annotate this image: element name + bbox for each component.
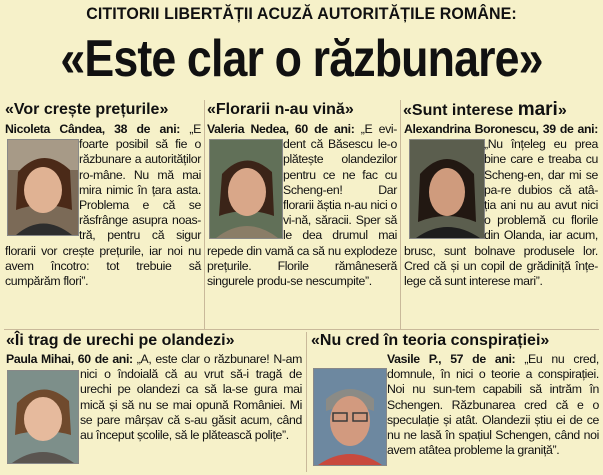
- quote-body: „Nu înțeleg eu prea bine care e treaba cu Scheng-en, dar mi se pa-re dubios că atâ-ția ani nu au avut nici o problemă cu florile din Olanda, iar acum, brusc, sunt bolnave produsele lor. Cred că și un copil de grădiniță înțe-lege că sunt interese mari”.: [404, 137, 598, 289]
- column-divider-3: [306, 332, 307, 472]
- quote-body: „E evi-dent că Băsescu le-o plătește olandezilor pentru ce ne fac cu Scheng-en! Dar florarii ăștia n-au nici o vi-nă, săracii. Sper să le dea drumul mai repede din vamă ca să nu explodeze prețurile. Florile rămâneseră singurele produ-se nescumpite”.: [207, 122, 398, 289]
- quote-byline: Alexandrina Boronescu, 39 de ani:: [404, 122, 598, 136]
- quote-topic: «Vor crește prețurile»: [5, 101, 169, 118]
- quote-topic: «Nu cred în teoria conspirației»: [311, 332, 550, 349]
- quote-topic: «Florarii n-au vină»: [207, 101, 354, 118]
- wrap-spacer: [404, 138, 484, 240]
- quote-text: [6, 352, 302, 464]
- row-divider: [4, 329, 599, 330]
- column-divider-2: [400, 100, 401, 330]
- kicker: CITITORII LIBERTĂȚII ACUZĂ AUTORITĂȚILE ROMÂNE:: [86, 4, 517, 23]
- quote-topic-main: «Sunt interese: [403, 102, 518, 119]
- quote-byline: Valeria Nedea, 60 de ani:: [207, 122, 355, 136]
- quote-byline: Paula Mihai, 60 de ani:: [6, 352, 133, 366]
- wrap-spacer: [6, 368, 80, 464]
- quote-topic: «Îi trag de urechi pe olandezi»: [6, 332, 235, 349]
- quote-topic-emphasis: mari: [517, 99, 558, 120]
- quote-body: „Eu nu cred, domnule, în nici o teorie a conspirației. Noi nu sun-tem capabili să intrăm în Schengen. Răzbunarea cred că e o speculație și atât. Olandezii știu ei de ce nu ne lasă în spațiul Schengen, când noi avem atâtea probleme la graniță”.: [387, 352, 599, 458]
- quote-topic: [403, 101, 567, 120]
- wrap-spacer: [5, 138, 79, 234]
- quote-text: [404, 122, 598, 289]
- quote-text: [207, 122, 397, 289]
- headline: «Este clar o răzbunare»: [60, 30, 543, 88]
- quote-byline: Vasile P., 57 de ani:: [387, 352, 516, 366]
- column-divider-1: [204, 100, 205, 330]
- wrap-spacer: [207, 138, 283, 240]
- quote-text: [311, 352, 599, 464]
- quote-body: „E foarte posibil să fie o răzbunare a autorităților ro-mâne. Nu mă mai mira nimic în țara asta. Problema e că se răsfrânge asupra noas-tră, pentru că sigur florarii vor crește prețurile, iar noi nu avem încotro: tot trebuie să cumpărăm flori”.: [5, 122, 201, 289]
- quote-topic-end: »: [557, 102, 567, 119]
- quote-byline: Nicoleta Cândea, 38 de ani:: [5, 122, 181, 136]
- quote-body: „A, este clar o răzbunare! N-am nici o îndoială că au vrut să-i tragă de urechi pe olandezi ca să la-se gura mai mică și să nu se mai opună României. Mi se pare mârșav că s-au găsit acum, când au început școlile, să le plătească polițe”.: [80, 352, 302, 443]
- wrap-spacer: [311, 366, 387, 464]
- quote-text: [5, 122, 201, 289]
